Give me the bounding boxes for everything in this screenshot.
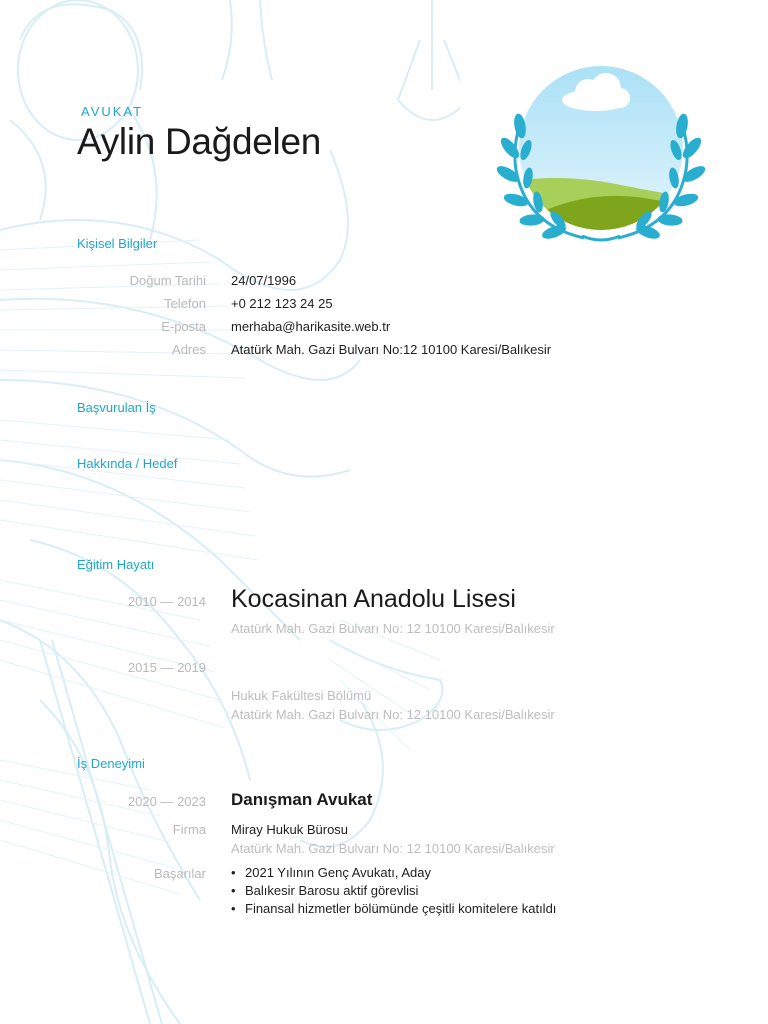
education-period: 2015 — 2019 [127,660,206,675]
label-birth-date: Doğum Tarihi [129,273,206,288]
label-email: E-posta [161,319,206,334]
section-title-experience: İş Deneyimi [77,756,145,771]
achievement-item: • Balıkesir Barosu aktif görevlisi [231,882,556,900]
value-email: merhaba@harikasite.web.tr [231,319,391,334]
person-name: Aylin Dağdelen [77,121,322,162]
achievement-item: • Finansal hizmetler bölümünde çeşitli komitelere katıldı [231,900,556,918]
achievement-item: • 2021 Yılının Genç Avukatı, Aday [231,864,556,882]
label-phone: Telefon [164,296,206,311]
value-address: Atatürk Mah. Gazi Bulvarı No:12 10100 Karesi/Balıkesir [231,342,552,357]
experience-firm-address: Atatürk Mah. Gazi Bulvarı No: 12 10100 Karesi/Balıkesir [231,841,555,856]
section-title-applied-job: Başvurulan İş [77,400,156,415]
education-address: Atatürk Mah. Gazi Bulvarı No: 12 10100 Karesi/Balıkesir [231,707,555,722]
education-department: Hukuk Fakültesi Bölümü [231,688,372,703]
label-firm: Firma [172,822,206,837]
section-title-about: Hakkında / Hedef [77,456,178,471]
education-address: Atatürk Mah. Gazi Bulvarı No: 12 10100 Karesi/Balıkesir [231,621,555,636]
label-address: Adres [172,342,206,357]
experience-period: 2020 — 2023 [127,794,206,809]
education-school: Kocasinan Anadolu Lisesi [231,585,516,613]
section-title-personal: Kişisel Bilgiler [77,236,158,251]
job-role: AVUKAT [81,104,144,119]
experience-position: Danışman Avukat [231,790,373,809]
laurel-landscape-emblem [496,60,706,248]
value-phone: +0 212 123 24 25 [231,296,333,311]
section-title-education: Eğitim Hayatı [77,557,155,572]
label-achievements: Başarılar [153,866,206,881]
achievements-list [231,864,556,918]
value-birth-date: 24/07/1996 [231,273,297,288]
experience-firm: Miray Hukuk Bürosu [231,822,349,837]
education-period: 2010 — 2014 [127,594,206,609]
